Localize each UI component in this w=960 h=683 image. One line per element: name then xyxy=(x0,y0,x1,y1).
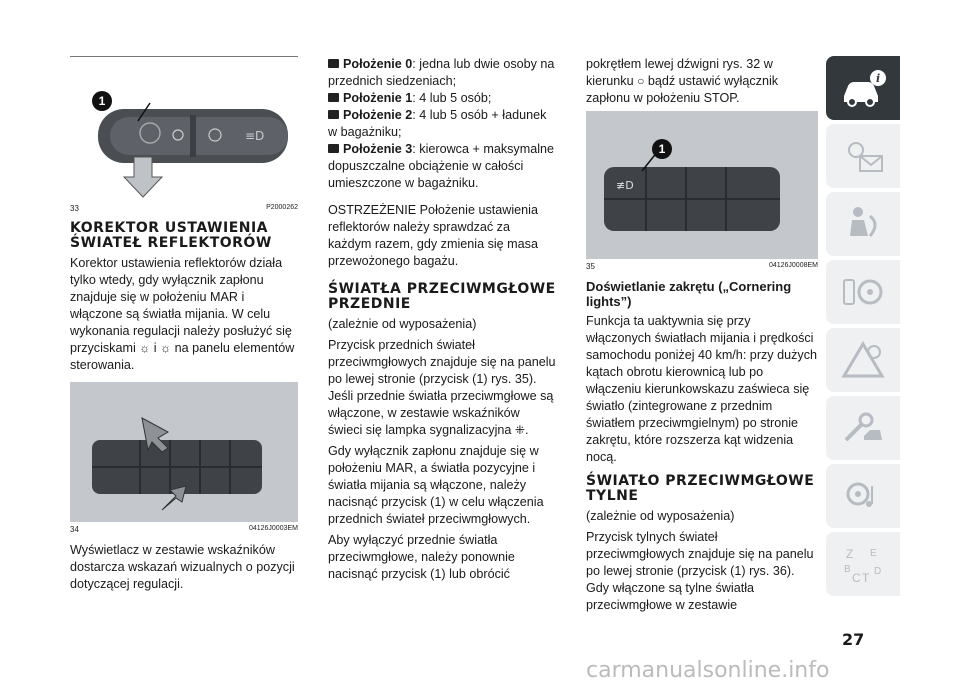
paragraph: Gdy wyłącznik zapłonu znajduje się w położeniu MAR, a światła pozycyjne i światła mijania są włączone, należy nacisnąć przycisk (1) w celu włączenia przednich świateł przeciwmgłowych. xyxy=(328,444,544,526)
index-letter: B xyxy=(844,564,851,575)
watermark: carmanualsonline.info xyxy=(586,658,830,683)
figure-33 xyxy=(70,61,298,201)
airbag-person-icon xyxy=(838,202,888,246)
figure-35 xyxy=(586,111,818,259)
weather-mail-icon xyxy=(838,134,888,178)
section-heading: ŚWIATŁA PRZECIWMGŁOWE PRZEDNIE xyxy=(328,281,556,312)
bullet-icon xyxy=(328,59,339,68)
figure-number: 35 xyxy=(586,262,595,271)
list-item: Położenie 1: 4 lub 5 osób; xyxy=(328,90,556,107)
warning-triangle-icon xyxy=(838,338,888,382)
paragraph: Aby wyłączyć przednie światła przeciwmgłowe, należy ponownie nacisnąć przycisk (1) lub obrócić xyxy=(328,533,515,581)
index-letter: C xyxy=(852,571,861,585)
column-1 xyxy=(70,56,298,597)
column-3 xyxy=(586,56,818,618)
tab-multimedia[interactable] xyxy=(826,464,900,528)
index-letter: Z xyxy=(846,547,854,561)
tab-driving[interactable] xyxy=(826,260,900,324)
figure-35-caption xyxy=(586,262,818,271)
bullet-icon xyxy=(328,93,339,102)
paragraph: Funkcja ta uaktywnia się przy włączonych światłach mijania i prędkości samochodu poniżej 40 km/h: przy dużych kątach obrotu kierownicą lub po włączeniu kierunkowskazu zaświeca się światło (zintegrowane z przednim światłem przeciwmgielnym) po stronie zakrętu, które rozszerza kąt widzenia nocą. xyxy=(586,314,818,464)
figure-34-caption xyxy=(70,525,298,534)
list-item: Położenie 0: jedna lub dwie osoby na przednich siedzeniach; xyxy=(328,57,555,88)
index-letter: T xyxy=(862,571,870,585)
figure-code: 04126J0003EM xyxy=(248,525,298,532)
paragraph: Wyświetlacz w zestawie wskaźników dostarcza wskazań wizualnych o pozycji dotyczącej regulacji. xyxy=(70,543,295,591)
wrench-car-icon xyxy=(838,406,888,450)
fog-button-panel-illustration xyxy=(586,111,818,259)
figure-number: 33 xyxy=(70,204,79,213)
callout-badge-1: 1 xyxy=(652,139,672,159)
column-2 xyxy=(328,56,556,587)
subheading: Doświetlanie zakrętu („Cornering lights”) xyxy=(586,279,792,309)
headlamp-level-icon: ☼ xyxy=(160,341,172,355)
gps-music-icon xyxy=(838,474,888,518)
tab-car-info[interactable] xyxy=(826,56,900,120)
figure-number: 34 xyxy=(70,525,79,534)
paragraph: Korektor ustawienia reflektorów działa tylko wtedy, gdy wyłącznik zapłonu znajduje się w położeniu MAR i włączone są światła mijania. W celu wykonania regulacji należy posłużyć się przyciskami ☼ i ☼ na panelu elementów sterowania. xyxy=(70,256,295,372)
car-info-icon xyxy=(838,66,888,110)
button-panel-illustration xyxy=(70,382,298,522)
bullet-icon xyxy=(328,110,339,119)
paragraph: (zależnie od wyposażenia) xyxy=(328,317,477,331)
list-item: Położenie 2: 4 lub 5 osób + ładunek w bagażniku; xyxy=(328,108,547,139)
tab-maintenance[interactable] xyxy=(826,396,900,460)
steering-fuel-icon xyxy=(838,270,888,314)
section-heading: ŚWIATŁO PRZECIWMGŁOWE TYLNE xyxy=(586,473,815,504)
list-item: Położenie 3: kierowca + maksymalne dopuszczalne obciążenie w całości umieszczone w bagażniku. xyxy=(328,142,555,190)
chapter-sidebar xyxy=(826,56,900,600)
callout-badge-1: 1 xyxy=(92,91,112,111)
warning-note: OSTRZEŻENIE Położenie ustawienia reflektorów należy sprawdzać za każdym razem, gdy zmienia się masa przewożonego bagażu. xyxy=(328,203,538,268)
section-heading: KOREKTOR USTAWIENIA ŚWIATEŁ REFLEKTORÓW xyxy=(70,220,272,251)
lever-illustration xyxy=(70,61,298,201)
index-letters-icon xyxy=(838,542,888,586)
figure-34 xyxy=(70,382,298,522)
index-letter: E xyxy=(870,548,877,559)
paragraph: Przycisk przednich świateł przeciwmgłowych znajduje się na panelu po lewej stronie (przycisk (1) rys. 35). Jeśli przednie światła przeciwmgłowe są włączone, w zestawie wskaźników świeci się lampka sygnalizacyjna ⁜. xyxy=(328,338,556,437)
index-letter: D xyxy=(874,566,882,577)
figure-code: P2000262 xyxy=(266,204,298,211)
tab-emergency[interactable] xyxy=(826,328,900,392)
paragraph: (zależnie od wyposażenia) xyxy=(586,509,735,523)
tab-lights-messages[interactable] xyxy=(826,124,900,188)
page-number: 27 xyxy=(842,630,865,649)
headlamp-level-icon: ☼ xyxy=(139,341,151,355)
top-rule xyxy=(70,56,298,57)
svg-text:≢D: ≢D xyxy=(616,179,634,192)
svg-text:≡D: ≡D xyxy=(245,129,265,143)
svg-text:i: i xyxy=(876,72,881,85)
tab-index[interactable] xyxy=(826,532,900,596)
front-fog-light-icon: ⁜ xyxy=(514,423,525,437)
tab-safety[interactable] xyxy=(826,192,900,256)
figure-code: 04126J0008EM xyxy=(768,262,818,269)
figure-33-caption xyxy=(70,204,298,213)
paragraph: Przycisk tylnych świateł przeciwmgłowych znajduje się na panelu po lewej stronie (przycisk (1) rys. 36). Gdy włączone są tylne światła przeciwmgłowe w zestawie xyxy=(586,530,814,612)
paragraph: pokrętłem lewej dźwigni rys. 32 w kierunku ○ bądź ustawić wyłącznik zapłonu w położeniu STOP. xyxy=(586,57,779,105)
off-circle-icon: ○ xyxy=(637,74,645,88)
bullet-icon xyxy=(328,144,339,153)
